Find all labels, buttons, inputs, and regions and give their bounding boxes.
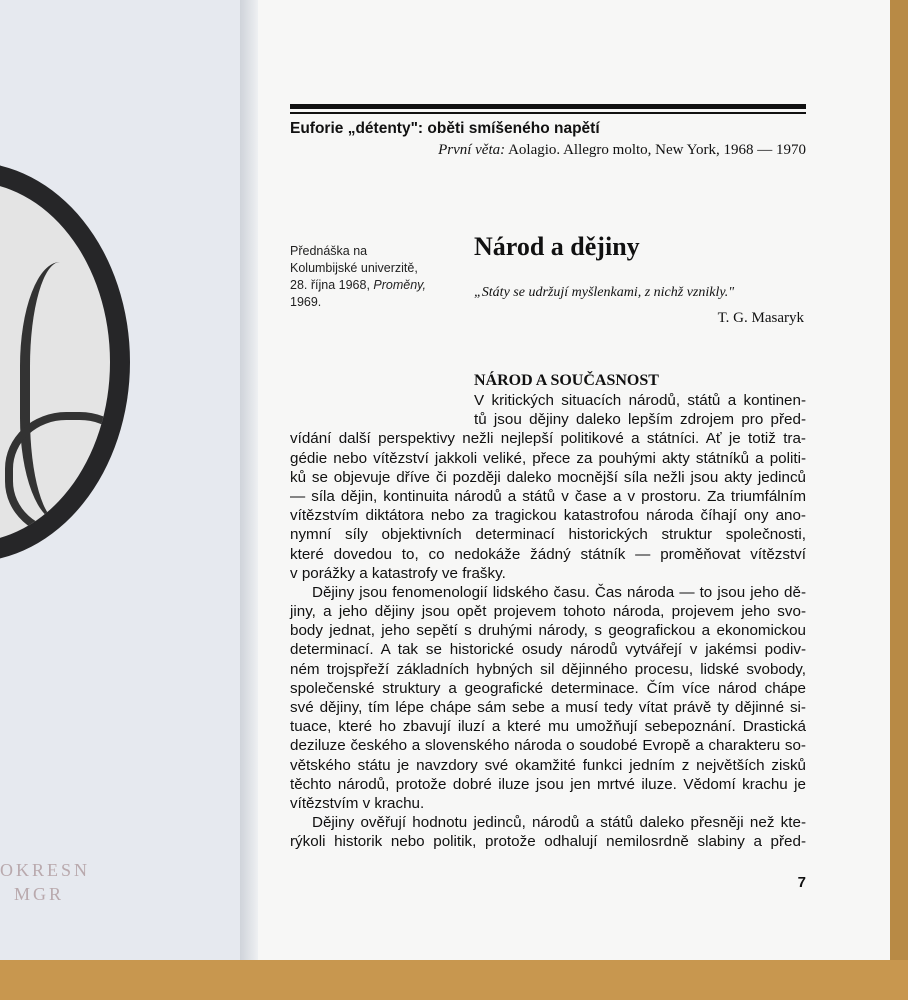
figure-outline-lower	[5, 412, 130, 538]
body-line: jiny, a jeho dějiny jsou opět projevem tohoto národa, projevem jeho svo-	[290, 603, 806, 621]
header-rule-thin	[290, 112, 806, 114]
body-line: vítězstvím v krachu.	[290, 794, 425, 812]
body-line: V kritických situacích národů, států a kontinen-	[474, 392, 806, 409]
body-line: deziluze českého a slovenského národa o soudobé Evropě a charakteru so-	[290, 737, 806, 755]
sidenote-line: 1969.	[290, 295, 322, 309]
body-line: body jednat, jeho sepětí s druhými národy, s geografickou a ekonomickou	[290, 622, 806, 640]
sidenote-journal: Proměny,	[373, 278, 426, 292]
body-line: determinací. A tak se historické osudy národů vytvářejí v jakémsi podiv-	[290, 641, 806, 659]
header-rule-thick	[290, 104, 806, 109]
body-line: Dějiny jsou fenomenologií lidského času. Čas národa — to jsou jeho dě-	[312, 583, 806, 601]
body-line: větského státu je navzdory své okamžité funkci jedním z největších zisků	[290, 756, 806, 774]
running-header-title: Euforie „détenty": oběti smíšeného napětí	[290, 120, 600, 137]
body-line: — síla dějin, kontinuita národů a států v čase a v prostoru. Za triumfálním	[290, 487, 806, 505]
stamp-line: OKRESN	[0, 860, 91, 880]
body-line: tuace, které ho zbavují iluzí a které mu umožňují sebepoznání. Drastická	[290, 718, 806, 736]
body-line: které dovedou to, co nedokáže žádný státník — proměňovat vítězství	[290, 545, 806, 563]
chapter-title: Národ a dějiny	[474, 232, 640, 261]
body-line: vídání další perspektivy nežli nejlepší politikové a státníci. Ať je totiž tra-	[290, 430, 806, 448]
body-line: rýkoli historik nebo politik, protože odhalují nemilosrdně slabiny a před-	[290, 833, 806, 851]
stamp-line: MGR	[14, 884, 65, 904]
sidenote-line: Kolumbijské univerzitě,	[290, 261, 418, 275]
page-number: 7	[797, 874, 806, 891]
body-line: společenské struktury a geografické determinace. Čím více národ chápe	[290, 679, 806, 697]
book-spine	[240, 0, 258, 960]
subtitle-text: Aolagio. Allegro molto, New York, 1968 — 1970	[508, 142, 806, 158]
body-line: ků se objevuje dříve či později daleko mocnější síla nežli jsou akty jedinců	[290, 468, 806, 486]
sidenote-line: 28. října 1968, Proměny,	[290, 278, 426, 292]
running-header-subtitle	[290, 142, 806, 159]
sidenote-line: Přednáška na	[290, 244, 368, 258]
subtitle-label: První věta:	[438, 142, 506, 158]
body-line: gédie nebo vítězství jakkoli veliké, přece za pouhými akty státníků a politi-	[290, 449, 806, 467]
library-stamp	[0, 858, 240, 906]
body-line: tů jsou dějiny daleko lepším zdrojem pro před-	[474, 411, 806, 429]
body-line: nymní síly objektivních determinací historických struktur společnosti,	[290, 526, 806, 544]
left-page	[0, 0, 240, 960]
motto-author: T. G. Masaryk	[717, 310, 804, 326]
table-surface	[0, 960, 908, 1000]
body-line: těchto národů, protože dobré iluze jsou jen mrtvé iluze. Vědomí krachu je	[290, 775, 806, 793]
motto-quote: „Státy se udržují myšlenkami, z nichž vznikly."	[474, 285, 735, 300]
body-line: své dějiny, tím lépe chápe sám sebe a musí tedy vítat právě ty dějinné si-	[290, 699, 806, 716]
body-line: ném trojspřeží základních hybných sil dějinného procesu, lidské svobody,	[290, 660, 806, 678]
section-heading: NÁROD A SOUČASNOST	[474, 372, 659, 389]
body-line: vítězstvím diktátora nebo za tragickou katastrofou národa číhají ony ano-	[290, 507, 806, 525]
body-line: Dějiny ověřují hodnotu jedinců, národů a států daleko přesněji než kte-	[312, 814, 806, 832]
body-text	[290, 391, 806, 852]
body-line: v porážky a katastrofy ve frašky.	[290, 564, 506, 582]
vase-illustration	[0, 162, 130, 562]
source-sidenote	[290, 243, 460, 311]
